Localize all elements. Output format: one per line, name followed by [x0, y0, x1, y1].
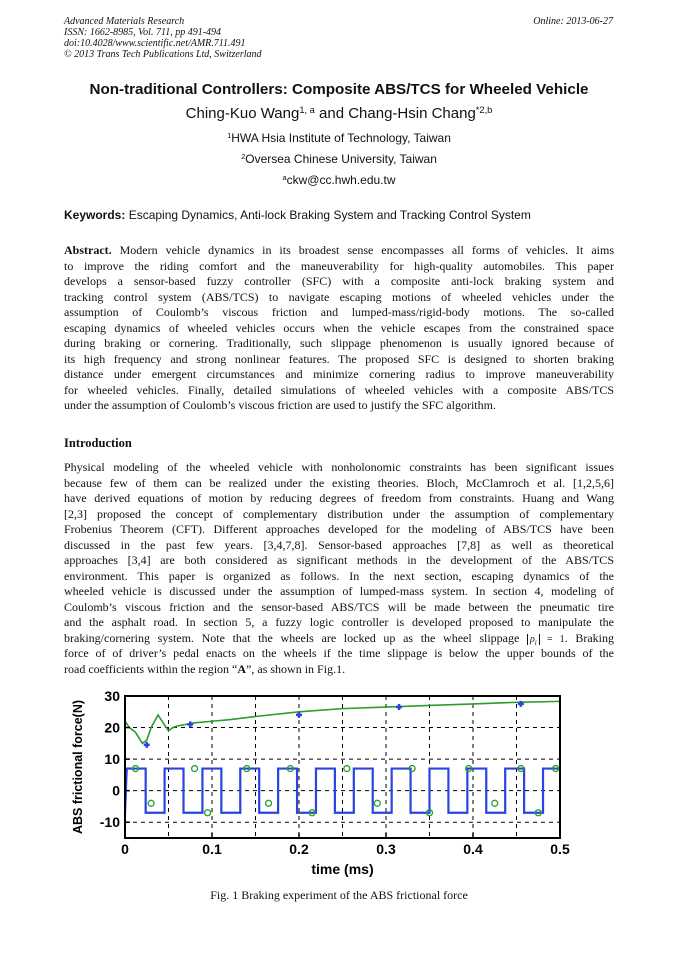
intro-line: [64, 631, 614, 647]
intro-line-text: braking/cornering system. Note that the wheels are locked up as the wheel slippage: [64, 630, 527, 645]
data-point-circle: [205, 810, 211, 816]
keywords-text: Escaping Dynamics, Anti-lock Braking System and Tracking Control System: [125, 208, 531, 222]
data-point-circle: [192, 766, 198, 772]
y-tick-label: 20: [104, 719, 120, 736]
abstract-line: under the assumption of Coulomb’s viscous friction are used to justify the SFC algorithm.: [64, 398, 496, 412]
author-and: and: [314, 105, 349, 122]
data-point-plus: [396, 704, 402, 710]
x-tick-label: 0.5: [550, 841, 570, 857]
author-1-sup: 1, a: [299, 104, 315, 115]
y-axis-label: ABS frictional force(N): [71, 699, 85, 835]
data-point-circle: [374, 800, 380, 806]
data-point-circle: [266, 800, 272, 806]
y-tick-label: 10: [104, 751, 120, 768]
author-1-name: Ching-Kuo Wang: [185, 105, 300, 122]
intro-line: environment. This paper is organized as follows. In the next section, escaping dynamics of the: [64, 568, 614, 583]
affiliation-email-sup: a: [282, 172, 287, 182]
author-2-name: Chang-Hsin Chang: [348, 105, 476, 122]
author-line: [0, 105, 678, 122]
affiliation-2: [0, 152, 678, 166]
y-tick-label: -10: [99, 814, 120, 831]
journal-name: Advanced Materials Research: [64, 16, 185, 27]
author-2-sup: *2,b: [475, 104, 493, 115]
abs-friction-chart: [70, 688, 570, 878]
intro-line: and the asphalt road. In section 5, a fuzzy logic controller is developed proposed to manipulate the: [64, 615, 614, 629]
abstract-label: Abstract.: [64, 243, 112, 257]
abstract-line-text: Modern vehicle dynamics in its broadest sense encompasses all forms of vehicles. It aims: [111, 243, 614, 257]
data-point-plus: [296, 712, 302, 718]
x-tick-label: 0: [121, 841, 129, 857]
data-point-plus: [187, 721, 193, 727]
data-point-circle: [344, 766, 350, 772]
affiliation-2-text: Oversea Chinese University, Taiwan: [245, 152, 437, 166]
data-point-circle: [492, 800, 498, 806]
affiliation-2-sup: 2: [241, 151, 246, 161]
math-rho: ρ: [529, 633, 535, 645]
region-a-label: A: [237, 661, 247, 676]
abstract-line: during braking or cornering. Traditionally, such slippage phenomenon is usually ignored because of: [64, 336, 614, 350]
introduction-body: [64, 460, 614, 677]
section-heading-introduction: Introduction: [64, 436, 132, 450]
x-axis-label: time (ms): [311, 861, 374, 877]
intro-line: discussed in the past few years. [3,4,7,8]. Sensor-based approaches [7,8] as well as theoretical: [64, 537, 614, 552]
intro-line: Coulomb’s viscous friction and the sensor-based ABS/TCS will be made between the pneumatic tire: [64, 599, 614, 614]
abstract-line: develops a sensor-based fuzzy controller (SFC) with a composite anti-lock braking system and: [64, 274, 614, 288]
copyright: © 2013 Trans Tech Publications Ltd, Switzerland: [64, 49, 262, 60]
abstract-line: for wheeled vehicles. Finally, detailed simulations of wheeled vehicles with a composite ABS/TCS: [64, 382, 614, 397]
intro-line: force of of driver’s pedal enacts on the wheels if the time slippage is below the upper bounds of the: [64, 646, 614, 660]
data-point-circle: [148, 800, 154, 806]
abstract-line: assumption of Coulomb’s viscous friction and lumped-mass/rigid-body motions. The so-called: [64, 305, 614, 319]
affiliation-1-text: HWA Hsia Institute of Technology, Taiwan: [231, 131, 451, 145]
x-tick-label: 0.3: [376, 841, 396, 857]
abstract-line: to improve the riding comfort and the maneuverability for high-quality automobiles. This paper: [64, 258, 614, 273]
doi: doi:10.4028/www.scientific.net/AMR.711.491: [64, 38, 246, 49]
figure-caption: Fig. 1 Braking experiment of the ABS frictional force: [210, 888, 468, 902]
x-tick-label: 0.1: [202, 841, 222, 857]
affiliation-email-text: ckw@cc.hwh.edu.tw: [286, 173, 396, 187]
journal-header: [64, 16, 424, 60]
paper-title: Non-traditional Controllers: Composite ABS/TCS for Wheeled Vehicle: [89, 81, 589, 98]
data-point-plus: [144, 742, 150, 748]
keywords: [64, 208, 531, 222]
x-tick-label: 0.2: [289, 841, 309, 857]
affiliation-1-sup: 1: [227, 130, 232, 140]
intro-line: [2,3] proposed the concept of complementary distribution under the assumption of complementary: [64, 506, 614, 521]
abstract-line: [64, 243, 614, 259]
y-tick-label: 0: [112, 782, 120, 799]
issn: ISSN: 1662-8985, Vol. 711, pp 491-494: [64, 27, 222, 38]
abstract-line: tracking control system (ABS/TCS) to navigate escaping motions of wheeled vehicles under the: [64, 289, 614, 304]
keywords-label: Keywords:: [64, 208, 126, 222]
intro-line: approaches [3,4] are both considered as significant methods in the development of the ABS/TCS: [64, 553, 614, 567]
abstract-line: its high frequency and strong nonlinear features. The proposed SFC is designed to shorten braking: [64, 351, 614, 366]
math-sub: i: [534, 638, 537, 646]
intro-line: Physical modeling of the wheeled vehicle with nonholonomic constraints has been significant issues: [64, 460, 614, 474]
y-tick-label: 30: [104, 688, 120, 704]
online-date: Online: 2013-06-27: [533, 16, 613, 27]
intro-line: [64, 662, 614, 678]
math-eq: = 1: [539, 633, 565, 645]
intro-line: have derived equations of motion by reducing degrees of freedom from constraints. Huang and Wang: [64, 491, 614, 505]
abstract: [64, 243, 614, 414]
intro-line-text: ”, as shown in Fig.1.: [246, 661, 346, 676]
intro-line-text: . Braking: [564, 630, 614, 645]
affiliation-1: [0, 131, 678, 145]
intro-line-text: road coefficients within the region “: [64, 661, 238, 676]
x-tick-label: 0.4: [463, 841, 483, 857]
intro-line: wheeled vehicle is discussed under the assumption of lumped-mass system. In section 4, modeling of: [64, 584, 614, 598]
slippage-math: [527, 634, 540, 645]
intro-line: because few of them can be realized under the existing theories. Bloch, McClamroch et al. [1,2,5,6]: [64, 475, 614, 490]
affiliation-email: [0, 173, 678, 187]
intro-line: Frobenius Theorem (CFT). Different approaches developed for the modeling of ABS/TCS have been: [64, 522, 614, 536]
abstract-line: distance under emergent circumstances and minimize cornering radius to improve maneuverability: [64, 367, 614, 381]
abstract-line: escaping dynamics of wheeled vehicles occurs when the vehicle escapes from the constrained space: [64, 320, 614, 335]
